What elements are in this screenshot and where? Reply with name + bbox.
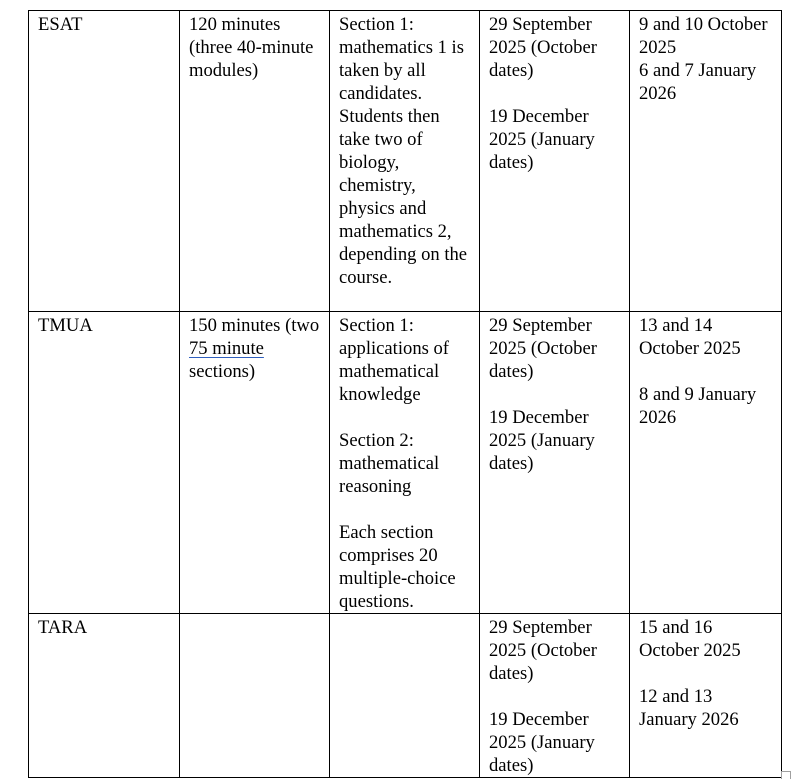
- cell-test-name[interactable]: [29, 11, 180, 312]
- cell-registration-deadline[interactable]: [480, 312, 630, 614]
- cell-content[interactable]: [330, 312, 480, 614]
- content-section-2: Section 2: mathematical reasoning: [339, 430, 440, 497]
- cell-duration[interactable]: [180, 312, 330, 614]
- cell-duration[interactable]: [180, 11, 330, 312]
- registration-january: 19 December 2025 (January dates): [489, 407, 595, 474]
- content-section-1: Section 1: applications of mathematical knowledge: [339, 315, 449, 405]
- registration-october: 29 September 2025 (October dates): [489, 14, 597, 81]
- test-dates-january: 8 and 9 January 2026: [639, 384, 757, 428]
- registration-october: 29 September 2025 (October dates): [489, 617, 597, 684]
- table-row-tmua: [29, 312, 782, 614]
- test-dates-october: 15 and 16 October 2025: [639, 617, 741, 661]
- test-name: TARA: [38, 617, 88, 638]
- test-name: TMUA: [38, 315, 93, 336]
- cell-test-dates[interactable]: [630, 312, 782, 614]
- admissions-test-table: [28, 10, 782, 778]
- content-note: Each section comprises 20 multiple-choice questions.: [339, 522, 456, 612]
- spellcheck-flagged-text[interactable]: 75 minute: [189, 338, 264, 359]
- registration-january: 19 December 2025 (January dates): [489, 106, 595, 173]
- test-dates-october: 9 and 10 October 2025: [639, 14, 768, 58]
- test-dates-january: 6 and 7 January 2026: [639, 60, 757, 104]
- registration-january: 19 December 2025 (January dates): [489, 709, 595, 776]
- test-dates-january: 12 and 13 January 2026: [639, 686, 739, 730]
- cell-test-name[interactable]: [29, 614, 180, 778]
- cell-test-dates[interactable]: [630, 11, 782, 312]
- test-name: ESAT: [38, 14, 83, 35]
- registration-october: 29 September 2025 (October dates): [489, 315, 597, 382]
- table-row-esat: [29, 11, 782, 312]
- cell-registration-deadline[interactable]: [480, 614, 630, 778]
- cell-test-name[interactable]: [29, 312, 180, 614]
- test-dates-october: 13 and 14 October 2025: [639, 315, 741, 359]
- duration-text: sections): [189, 361, 256, 382]
- table-row-tara: [29, 614, 782, 778]
- duration-text: 150 minutes (two: [189, 315, 320, 336]
- cell-duration[interactable]: [180, 614, 330, 778]
- duration-text: 120 minutes (three 40-minute modules): [189, 14, 314, 81]
- cell-registration-deadline[interactable]: [480, 11, 630, 312]
- cell-content[interactable]: [330, 614, 480, 778]
- content-paragraph: Section 1: mathematics 1 is taken by all candidates. Students then take two of biology, chemistry, physics and mathematics 2, depending on the course.: [339, 14, 468, 288]
- cell-test-dates[interactable]: [630, 614, 782, 778]
- cell-content[interactable]: [330, 11, 480, 312]
